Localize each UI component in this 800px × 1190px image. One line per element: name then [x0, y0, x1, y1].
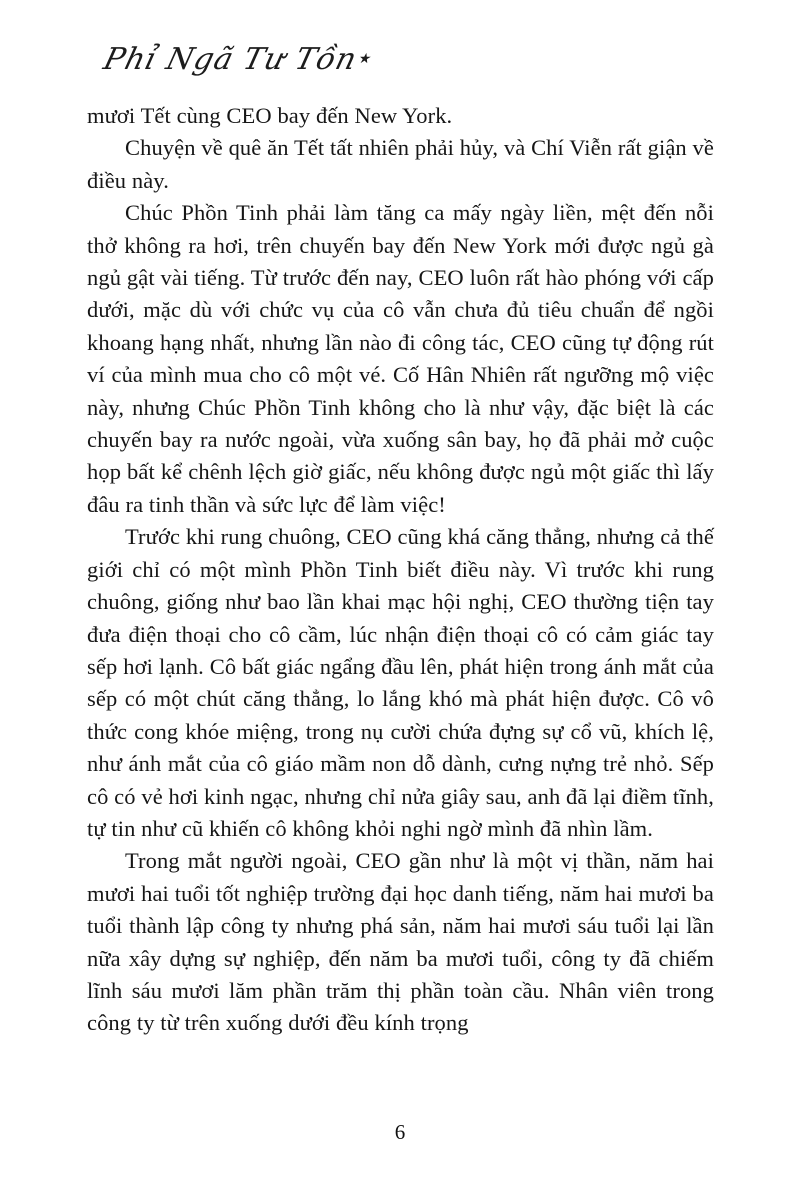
- paragraph: mươi Tết cùng CEO bay đến New York.: [87, 103, 453, 128]
- paragraph: Chuyện về quê ăn Tết tất nhiên phải hủy, và Chí Viễn rất giận về điều này.: [87, 135, 714, 193]
- paragraph: Trước khi rung chuông, CEO cũng khá căng thẳng, nhưng cả thế giới chỉ có một mình Phồn Tinh biết điều này. Vì trước khi rung chuông, giống như bao lần khai mạc hội nghị, CEO thường tiện tay đưa điện thoại cho cô cầm, lúc nhận điện thoại cô có cảm giác tay sếp hơi lạnh. Cô bất giác ngẩng đầu lên, phát hiện trong ánh mắt của sếp có một chút căng thẳng, lo lắng khó mà phát hiện được. Cô vô thức cong khóe miệng, trong nụ cười chứa đựng sự cổ vũ, khích lệ, như ánh mắt của cô giáo mầm non dỗ dành, cưng nựng trẻ nhỏ. Sếp cô có vẻ hơi kinh ngạc, nhưng chỉ nửa giây sau, anh đã lại điềm tĩnh, tự tin như cũ khiến cô không khỏi nghi ngờ mình đã nhìn lầm.: [87, 524, 714, 841]
- star-icon: ★: [356, 52, 373, 67]
- author-signature: Phỉ Ngã Tư Tồn: [100, 42, 361, 77]
- body-text: [87, 100, 714, 1040]
- paragraph: Chúc Phồn Tinh phải làm tăng ca mấy ngày liền, mệt đến nỗi thở không ra hơi, trên chuyến bay đến New York mới được ngủ gà ngủ gật vài tiếng. Từ trước đến nay, CEO luôn rất hào phóng với cấp dưới, mặc dù với chức vụ của cô vẫn chưa đủ tiêu chuẩn để ngồi khoang hạng nhất, nhưng lần nào đi công tác, CEO cũng tự động rút ví của mình mua cho cô một vé. Cố Hân Nhiên rất ngưỡng mộ việc này, nhưng Chúc Phồn Tinh không cho là như vậy, đặc biệt là các chuyến bay ra nước ngoài, vừa xuống sân bay, họ đã phải mở cuộc họp bất kể chênh lệch giờ giấc, nếu không được ngủ một giấc thì lấy đâu ra tinh thần và sức lực để làm việc!: [87, 200, 714, 517]
- page-number: 6: [394, 1120, 406, 1144]
- paragraph: Trong mắt người ngoài, CEO gần như là một vị thần, năm hai mươi hai tuổi tốt nghiệp trường đại học danh tiếng, năm hai mươi ba tuổi thành lập công ty nhưng phá sản, năm hai mươi sáu tuổi lại lần nữa xây dựng sự nghiệp, đến năm ba mươi tuổi, công ty đã chiếm lĩnh sáu mươi lăm phần trăm thị phần toàn cầu. Nhân viên trong công ty từ trên xuống dưới đều kính trọng: [87, 848, 714, 1036]
- running-header: [100, 42, 375, 77]
